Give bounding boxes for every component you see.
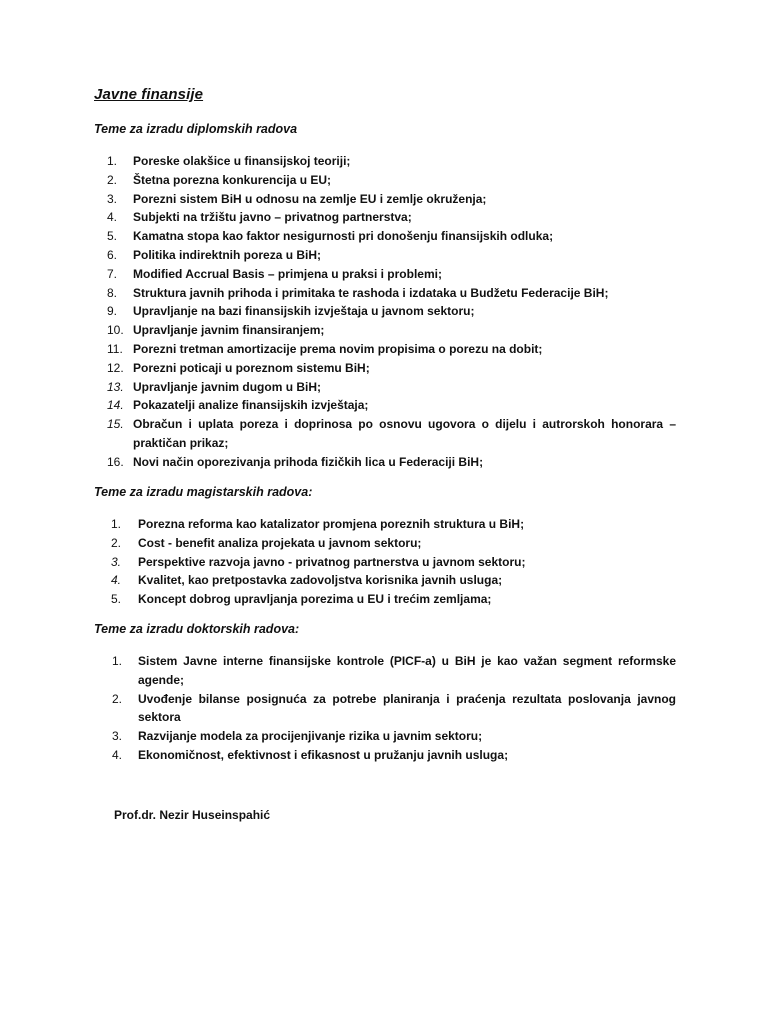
list-item bbox=[94, 746, 676, 765]
list-item bbox=[94, 727, 676, 746]
item-number: 13. bbox=[107, 379, 124, 394]
diploma-topic-list bbox=[94, 152, 676, 472]
item-number: 15. bbox=[107, 417, 124, 432]
item-text: Perspektive razvoja javno - privatnog partnerstva u javnom sektoru; bbox=[138, 554, 526, 569]
list-item bbox=[94, 590, 676, 609]
item-number: 2. bbox=[107, 172, 118, 187]
list-item bbox=[94, 302, 676, 321]
list-item bbox=[94, 246, 676, 265]
doctoral-heading: Teme za izradu doktorskih radova: bbox=[94, 622, 300, 636]
item-text: Ekonomičnost, efektivnost i efikasnost u pružanju javnih usluga; bbox=[138, 747, 509, 762]
list-item bbox=[94, 171, 676, 190]
item-text: Politika indirektnih poreza u BiH; bbox=[133, 247, 322, 262]
list-item bbox=[94, 208, 676, 227]
item-number: 3. bbox=[112, 729, 123, 744]
diploma-heading: Teme za izradu diplomskih radova bbox=[94, 122, 298, 136]
item-text: Struktura javnih prihoda i primitaka te rashoda i izdataka u Budžetu Federacije BiH; bbox=[133, 285, 609, 300]
item-number: 9. bbox=[107, 304, 118, 319]
item-number: 1. bbox=[112, 654, 123, 668]
item-text: Cost - benefit analiza projekata u javnom sektoru; bbox=[138, 535, 422, 550]
list-item bbox=[94, 284, 676, 303]
item-text: Porezni poticaji u poreznom sistemu BiH; bbox=[133, 360, 370, 375]
item-text: Upravljanje javnim finansiranjem; bbox=[133, 323, 325, 338]
item-text: Porezni sistem BiH u odnosu na zemlje EU i zemlje okruženja; bbox=[133, 191, 487, 206]
item-number: 5. bbox=[111, 592, 122, 607]
list-item bbox=[94, 396, 676, 415]
item-text: Upravljanje javnim dugom u BiH; bbox=[133, 379, 322, 394]
item-number: 5. bbox=[107, 229, 118, 244]
item-number: 4. bbox=[107, 210, 118, 225]
author-signature: Prof.dr. Nezir Huseinspahić bbox=[114, 808, 271, 822]
list-item bbox=[94, 534, 676, 553]
item-number: 8. bbox=[107, 285, 118, 300]
item-number: 4. bbox=[112, 747, 123, 762]
item-text: Poreske olakšice u finansijskoj teoriji; bbox=[133, 154, 351, 168]
list-item bbox=[94, 340, 676, 359]
masters-heading: Teme za izradu magistarskih radova: bbox=[94, 485, 313, 499]
document-title: Javne finansije bbox=[94, 86, 204, 103]
item-text: Kamatna stopa kao faktor nesigurnosti pri donošenju finansijskih odluka; bbox=[133, 229, 554, 244]
item-number: 12. bbox=[107, 360, 124, 375]
item-number: 6. bbox=[107, 247, 118, 262]
masters-topic-list bbox=[94, 515, 676, 609]
item-text: Novi način oporezivanja prihoda fizičkih lica u Federaciji BiH; bbox=[133, 454, 484, 469]
doctoral-topic-list bbox=[94, 652, 676, 765]
list-item bbox=[94, 553, 676, 572]
list-item bbox=[94, 190, 676, 209]
item-number: 1. bbox=[111, 517, 122, 531]
list-item bbox=[94, 652, 676, 690]
item-number: 14. bbox=[107, 398, 124, 413]
list-item bbox=[94, 571, 676, 590]
item-number: 1. bbox=[107, 154, 118, 168]
item-text: Porezna reforma kao katalizator promjena poreznih struktura u BiH; bbox=[138, 517, 525, 531]
list-item bbox=[94, 321, 676, 340]
item-number: 3. bbox=[107, 191, 118, 206]
item-text: Subjekti na tržištu javno – privatnog partnerstva; bbox=[133, 210, 412, 225]
item-text: Pokazatelji analize finansijskih izvještaja; bbox=[133, 398, 369, 413]
item-text: Razvijanje modela za procijenjivanje rizika u javnim sektoru; bbox=[138, 729, 483, 744]
list-item bbox=[94, 359, 676, 378]
item-number: 4. bbox=[111, 573, 122, 588]
list-item bbox=[94, 690, 676, 728]
item-text: Kvalitet, kao pretpostavka zadovoljstva korisnika javnih usluga; bbox=[138, 573, 503, 588]
item-number: 2. bbox=[112, 691, 123, 706]
item-number: 3. bbox=[111, 554, 122, 569]
item-text: Modified Accrual Basis – primjena u praksi i problemi; bbox=[133, 266, 442, 281]
item-number: 16. bbox=[107, 454, 124, 469]
item-text: Sistem Javne interne finansijske kontrole (PICF-a) u BiH je kao važan segment reformske agende; bbox=[138, 654, 676, 687]
item-text: Štetna porezna konkurencija u EU; bbox=[133, 172, 332, 187]
item-number: 11. bbox=[107, 341, 123, 356]
item-number: 2. bbox=[111, 535, 122, 550]
list-item bbox=[94, 265, 676, 284]
item-number: 10. bbox=[107, 323, 124, 338]
list-item bbox=[94, 515, 676, 534]
list-item bbox=[94, 227, 676, 246]
item-number: 7. bbox=[107, 266, 118, 281]
list-item bbox=[94, 152, 676, 171]
item-text: Obračun i uplata poreza i doprinosa po osnovu ugovora o dijelu i autrorskoh honorara – praktičan prikaz; bbox=[133, 417, 676, 450]
list-item bbox=[94, 415, 676, 453]
item-text: Koncept dobrog upravljanja porezima u EU i trećim zemljama; bbox=[138, 592, 492, 607]
item-text: Porezni tretman amortizacije prema novim propisima o porezu na dobit; bbox=[133, 341, 543, 356]
list-item bbox=[94, 378, 676, 397]
item-text: Uvođenje bilanse posignuća za potrebe planiranja i praćenja rezultata poslovanja javnog sektora bbox=[138, 691, 676, 725]
list-item bbox=[94, 453, 676, 472]
item-text: Upravljanje na bazi finansijskih izvještaja u javnom sektoru; bbox=[133, 304, 475, 319]
